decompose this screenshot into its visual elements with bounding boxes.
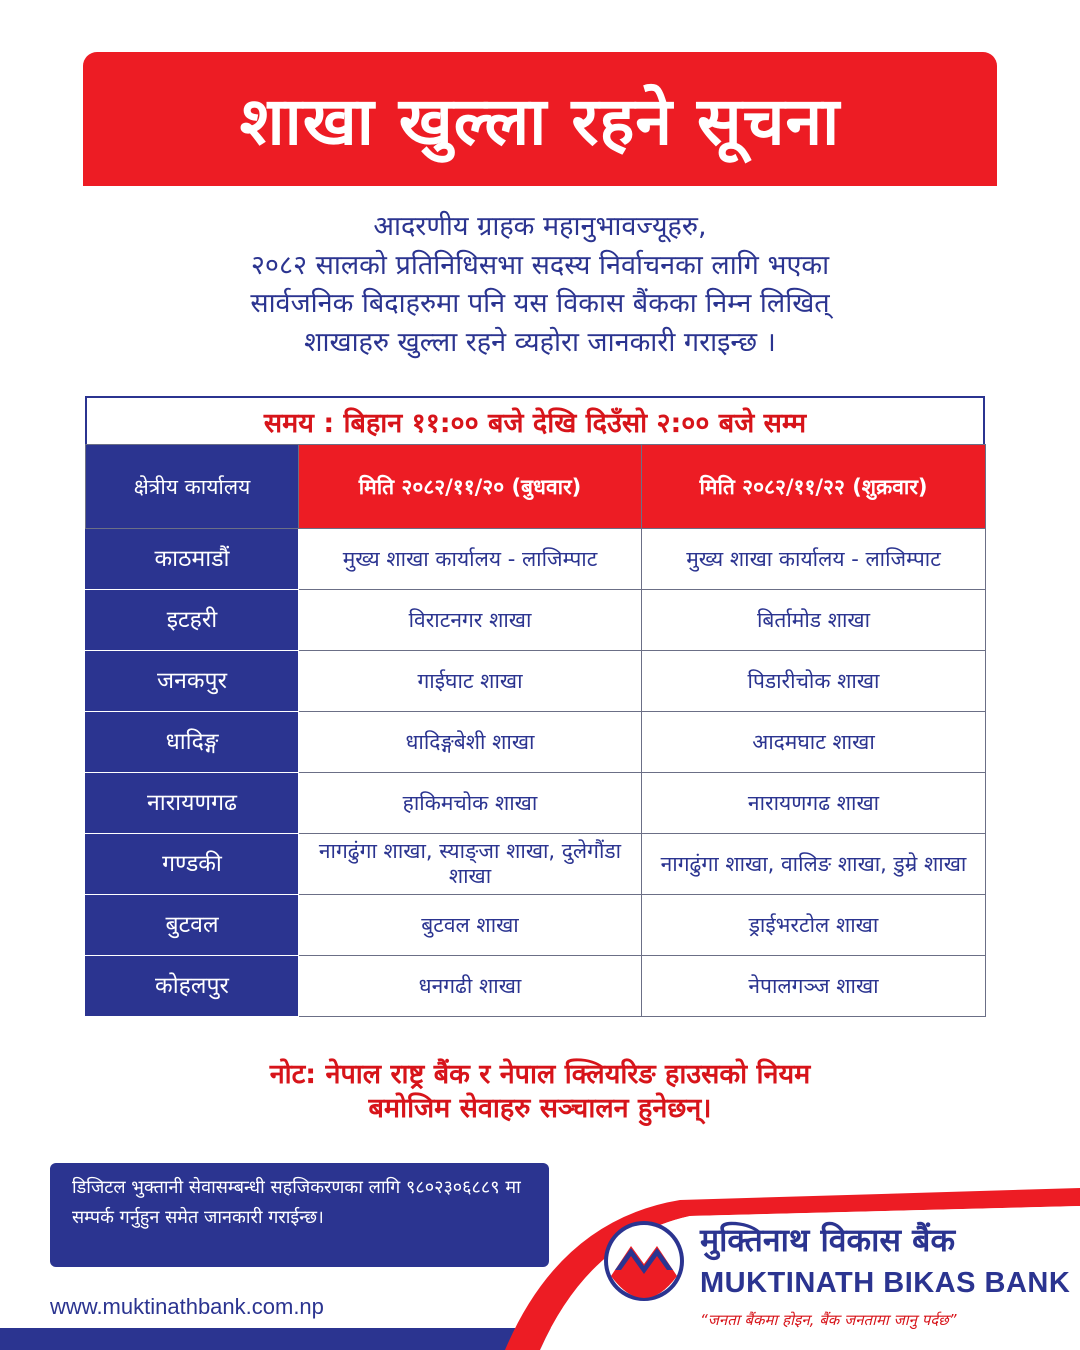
branch-table — [85, 444, 986, 1017]
branch-cell: विराटनगर शाखा — [299, 590, 642, 651]
header-region: क्षेत्रीय कार्यालय — [86, 445, 299, 529]
table-row — [86, 651, 986, 712]
note-line: नोट: नेपाल राष्ट्र बैंक र नेपाल क्लियरिङ हाउसको नियम — [269, 1059, 811, 1090]
region-cell: इटहरी — [86, 590, 299, 651]
branch-cell: गाईघाट शाखा — [299, 651, 642, 712]
region-cell: नारायणगढ — [86, 773, 299, 834]
region-cell: धादिङ्ग — [86, 712, 299, 773]
branch-cell: बुटवल शाखा — [299, 895, 642, 956]
region-cell: कोहलपुर — [86, 956, 299, 1017]
branch-cell: हाकिमचोक शाखा — [299, 773, 642, 834]
table-header-row — [86, 445, 986, 529]
intro-line: शाखाहरु खुल्ला रहने व्यहोरा जानकारी गराइन्छ । — [304, 326, 776, 358]
branch-cell: नारायणगढ शाखा — [642, 773, 986, 834]
title-banner — [83, 52, 997, 186]
header-date-2: मिति २०८२/११/२२ (शुक्रवार) — [642, 445, 986, 529]
office-hours: समय : बिहान ११:०० बजे देखि दिउँसो २:०० बजे सम्म — [85, 396, 985, 444]
branch-cell: धादिङ्गबेशी शाखा — [299, 712, 642, 773]
branch-cell: पिडारीचोक शाखा — [642, 651, 986, 712]
bank-logo-icon — [601, 1218, 687, 1304]
brand-tagline: “जनता बैंकमा होइन, बैंक जनतामा जानु पर्दछ” — [700, 1311, 957, 1329]
branch-cell: नेपालगञ्ज शाखा — [642, 956, 986, 1017]
region-cell: गण्डकी — [86, 834, 299, 895]
branch-cell: नागढुंगा शाखा, स्याङ्जा शाखा, दुलेगौंडा शाखा — [299, 834, 642, 895]
branch-cell: धनगढी शाखा — [299, 956, 642, 1017]
branch-cell: नागढुंगा शाखा, वालिङ शाखा, डुम्रे शाखा — [642, 834, 986, 895]
website-link[interactable]: www.muktinathbank.com.np — [50, 1294, 324, 1319]
table-row — [86, 895, 986, 956]
branch-cell: मुख्य शाखा कार्यालय - लाजिम्पाट — [299, 529, 642, 590]
branch-cell: आदमघाट शाखा — [642, 712, 986, 773]
branch-cell: ड्राईभरटोल शाखा — [642, 895, 986, 956]
table-row — [86, 590, 986, 651]
intro-line: २०८२ सालको प्रतिनिधिसभा सदस्य निर्वाचनका लागि भएका — [250, 249, 830, 281]
table-row — [86, 834, 986, 895]
page-title: शाखा खुल्ला रहने सूचना — [239, 83, 841, 160]
branch-cell: मुख्य शाखा कार्यालय - लाजिम्पाट — [642, 529, 986, 590]
table-row — [86, 712, 986, 773]
note-line: बमोजिम सेवाहरु सञ्चालन हुनेछन्। — [368, 1093, 712, 1124]
intro-line: सार्वजनिक बिदाहरुमा पनि यस विकास बैंकका निम्न लिखित् — [250, 288, 830, 319]
note — [90, 1058, 990, 1126]
table-row — [86, 956, 986, 1017]
table-row — [86, 773, 986, 834]
intro-paragraph — [90, 208, 990, 362]
intro-line: आदरणीय ग्राहक महानुभावज्यूहरु, — [373, 211, 707, 242]
digital-payment-notice: डिजिटल भुक्तानी सेवासम्बन्धी सहजिकरणका लागि ९८०२३०६८८९ मा सम्पर्क गर्नुहुन समेत जानकारी गराईन्छ। — [50, 1163, 549, 1267]
table-row — [86, 529, 986, 590]
header-date-1: मिति २०८२/११/२० (बुधवार) — [299, 445, 642, 529]
branch-cell: बिर्तामोड शाखा — [642, 590, 986, 651]
region-cell: जनकपुर — [86, 651, 299, 712]
brand-name-nepali: मुक्तिनाथ विकास बैंक — [700, 1221, 956, 1259]
region-cell: बुटवल — [86, 895, 299, 956]
region-cell: काठमाडौं — [86, 529, 299, 590]
brand-name-english: MUKTINATH BIKAS BANK — [700, 1267, 1071, 1299]
